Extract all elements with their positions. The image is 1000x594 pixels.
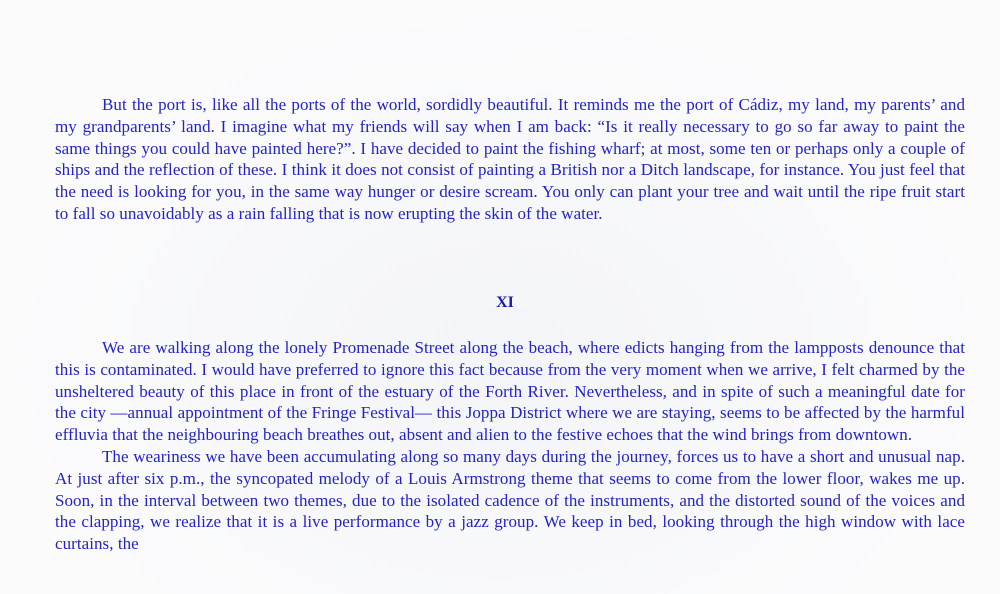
chapter-heading: XI bbox=[496, 294, 514, 311]
text-block-bottom bbox=[55, 337, 965, 555]
paragraph-promenade: We are walking along the lonely Promenade Street along the beach, where edicts hanging from the lampposts denounce that this is contaminated. I would have preferred to ignore this fact because from the very moment when we arrive, I felt charmed by the unsheltered beauty of this place in front of the estuary of the Forth River. Nevertheless, and in spite of such a meaningful date for the city —annual appointment of the Fringe Festival— this Joppa District where we are staying, seems to be affected by the harmful effluvia that the neighbouring beach breathes out, absent and alien to the festive echoes that the wind brings from downtown. bbox=[55, 338, 965, 445]
paragraph-port: But the port is, like all the ports of the world, sordidly beautiful. It reminds me the port of Cádiz, my land, my parents’ and my grandparents’ land. I imagine what my friends will say when I am back: “Is it really necessary to go so far away to paint the same things you could have painted here?”. I have decided to paint the fishing wharf; at most, some ten or perhaps only a couple of ships and the reflection of these. I think it does not consist of painting a British nor a Ditch landscape, for instance. You just feel that the need is looking for you, in the same way hunger or desire scream. You only can plant your tree and wait until the ripe fruit start to fall so unavoidably as a rain falling that is now erupting the skin of the water. bbox=[55, 95, 965, 223]
text-block-top bbox=[55, 94, 965, 225]
paragraph-weariness: The weariness we have been accumulating along so many days during the journey, forces us to have a short and unusual nap. At just after six p.m., the syncopated melody of a Louis Armstrong theme that seems to come from the lower floor, wakes me up. Soon, in the interval between two themes, due to the isolated cadence of the instruments, and the distorted sound of the voices and the clapping, we realize that it is a live performance by a jazz group. We keep in bed, looking through the high window with lace curtains, the bbox=[55, 446, 965, 554]
